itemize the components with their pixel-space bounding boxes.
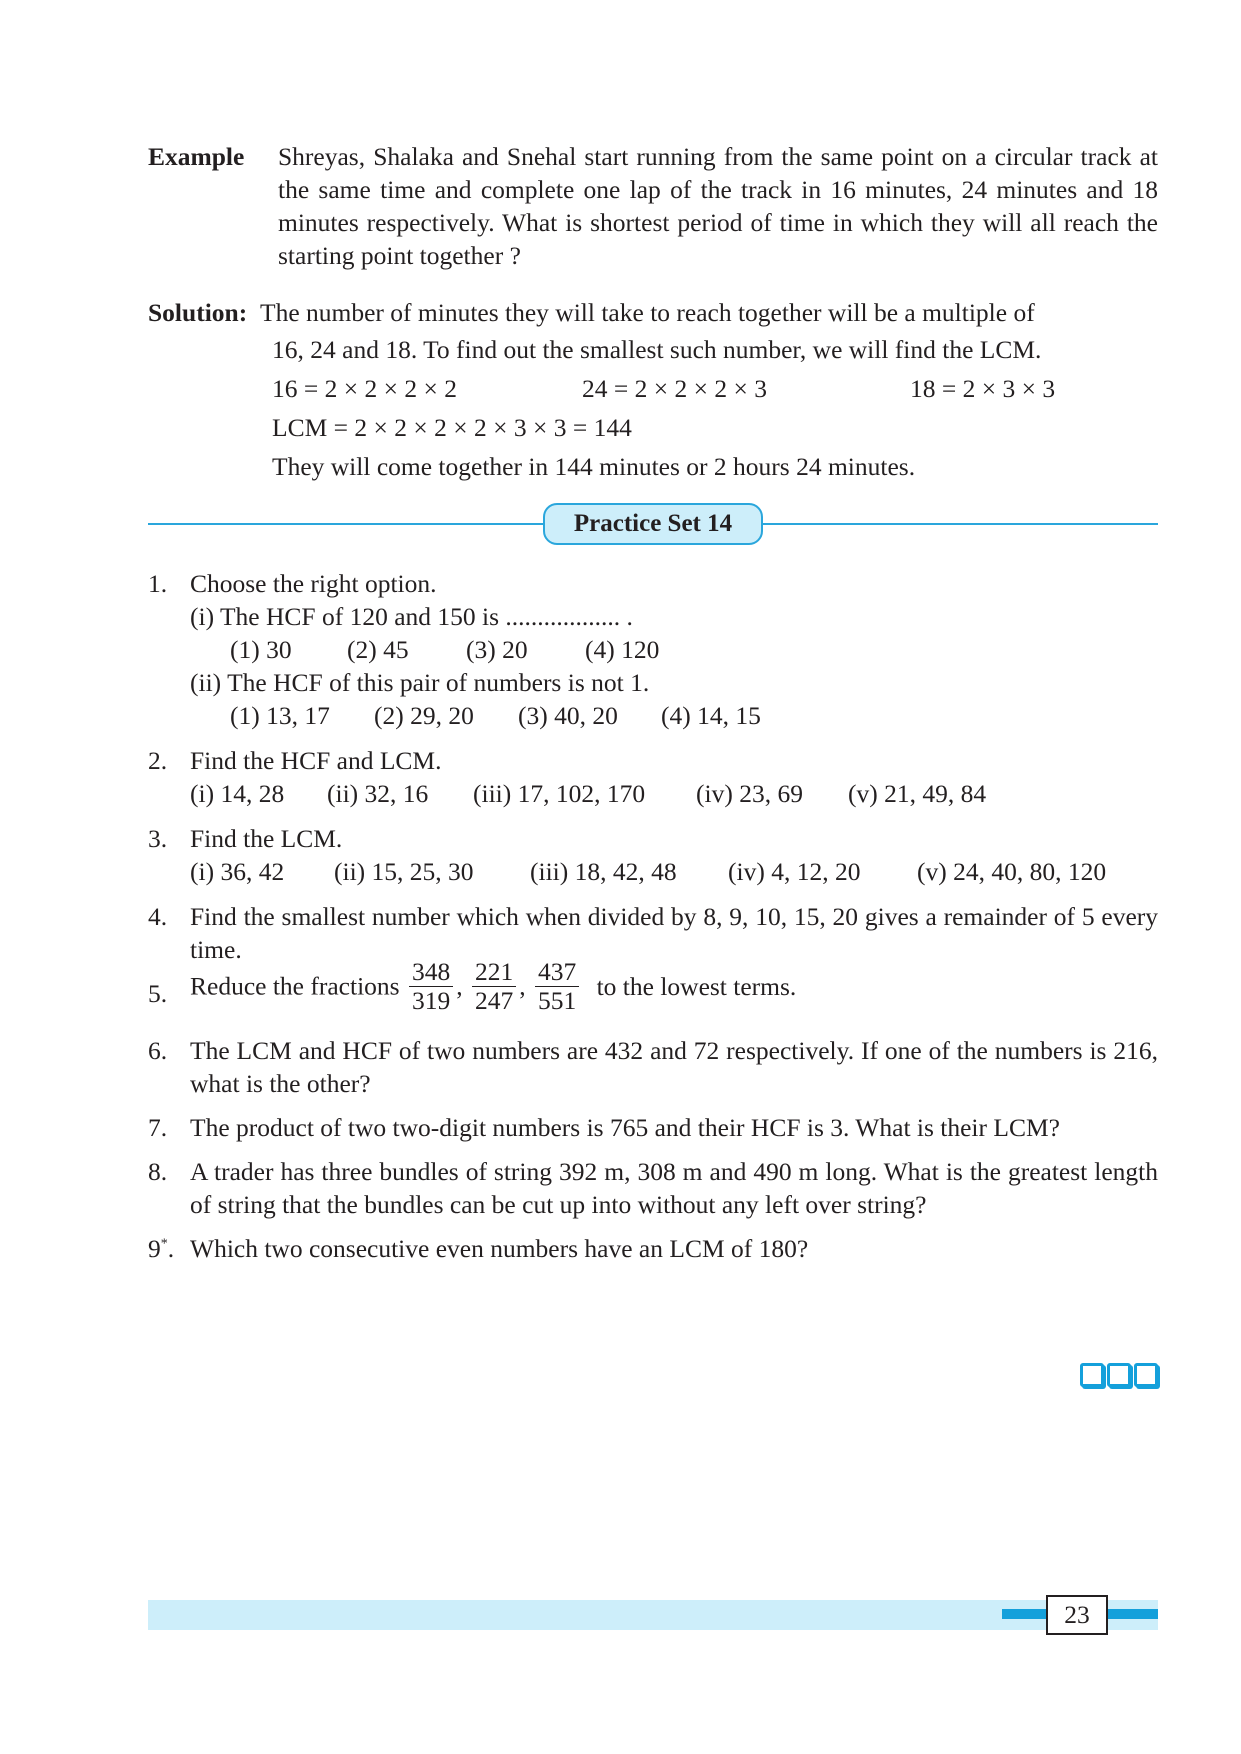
fraction-1-numerator: 348 [409, 958, 453, 987]
lcm-line: LCM = 2 × 2 × 2 × 2 × 3 × 3 = 144 [272, 413, 632, 442]
option: (1) 30 [230, 635, 292, 664]
question-1-text: Choose the right option. [190, 569, 437, 598]
option: (2) 29, 20 [374, 701, 474, 730]
item: (iii) 18, 42, 48 [530, 857, 677, 886]
option: (3) 20 [466, 635, 528, 664]
solution-label-text: Solution [148, 298, 239, 327]
item: (i) 14, 28 [190, 779, 285, 808]
question-1-number: 1. [148, 569, 168, 598]
item: (i) 36, 42 [190, 857, 285, 886]
item: (ii) 32, 16 [327, 779, 429, 808]
fraction-2-numerator: 221 [472, 958, 516, 987]
question-9-text: Which two consecutive even numbers have an LCM of 180? [190, 1234, 809, 1263]
example-label: Example [148, 142, 245, 171]
factorization-16: 16 = 2 × 2 × 2 × 2 [272, 374, 458, 403]
item: (iv) 4, 12, 20 [728, 857, 861, 886]
question-3-text: Find the LCM. [190, 824, 343, 853]
practice-set-title: Practice Set 14 [543, 503, 763, 545]
question-5-lead: Reduce the fractions [190, 971, 400, 1001]
fraction-1-denominator: 319 [411, 986, 451, 1015]
question-5-tail: to the lowest terms. [596, 971, 797, 1001]
item: (v) 21, 49, 84 [848, 779, 987, 808]
fraction-2-denominator: 247 [474, 986, 514, 1015]
question-4-number: 4. [148, 902, 168, 931]
factorization-18: 18 = 2 × 3 × 3 [910, 374, 1056, 403]
option: (4) 120 [585, 635, 660, 664]
question-9-num: 9 [148, 1234, 161, 1263]
square-icon [1080, 1363, 1104, 1387]
square-icon [1134, 1363, 1158, 1387]
question-1-part-ii: (ii) The HCF of this pair of numbers is not 1. [190, 668, 650, 697]
solution-line-1 [148, 296, 1158, 329]
question-8-text: A trader has three bundles of string 392 m, 308 m and 490 m long. What is the greatest length of string that the bundles can be cut up into without any left over string? [190, 1157, 1158, 1219]
question-9-number [148, 1232, 174, 1265]
fraction-separator: , [519, 971, 526, 1001]
fraction-2 [472, 958, 516, 1015]
question-9-dot: . [167, 1234, 175, 1263]
option: (3) 40, 20 [518, 701, 618, 730]
question-2-number: 2. [148, 746, 168, 775]
example-text: Shreyas, Shalaka and Snehal start running from the same point on a circular track at the same time and complete one lap of the track in 16 minutes, 24 minutes and 18 minutes respectively. What is shortest period of time in which they will all reach the starting point together ? [278, 142, 1158, 270]
question-9-star: * [160, 1236, 168, 1252]
footer-accent-right [1108, 1609, 1158, 1619]
footer-accent-left [1002, 1609, 1046, 1619]
question-7-number: 7. [148, 1113, 168, 1142]
page-number: 23 [1046, 1595, 1108, 1635]
question-8-number: 8. [148, 1157, 168, 1186]
fraction-separator: , [456, 971, 463, 1001]
question-7-text: The product of two two-digit numbers is 765 and their HCF is 3. What is their LCM? [190, 1113, 1060, 1142]
question-2-text: Find the HCF and LCM. [190, 746, 442, 775]
fraction-1 [409, 958, 453, 1015]
question-3-items [190, 855, 1106, 888]
option: (1) 13, 17 [230, 701, 330, 730]
option: (2) 45 [347, 635, 409, 664]
fraction-3-denominator: 551 [537, 986, 577, 1015]
item: (ii) 15, 25, 30 [334, 857, 474, 886]
question-4-text: Find the smallest number which when divided by 8, 9, 10, 15, 20 gives a remainder of 5 every time. [190, 902, 1158, 964]
solution-line-2: 16, 24 and 18. To find out the smallest such number, we will find the LCM. [272, 335, 1042, 364]
fraction-3 [535, 958, 579, 1015]
item: (v) 24, 40, 80, 120 [917, 857, 1107, 886]
factorization-24: 24 = 2 × 2 × 2 × 3 [582, 374, 768, 403]
question-3-number: 3. [148, 824, 168, 853]
fraction-3-numerator: 437 [535, 958, 579, 987]
question-2-items [190, 777, 986, 810]
solution-colon: : [238, 298, 248, 327]
question-1-part-i-options [230, 633, 659, 666]
three-squares-icon [1080, 1362, 1161, 1395]
solution-line-1-text: The number of minutes they will take to reach together will be a multiple of [260, 298, 1035, 327]
square-icon [1107, 1363, 1131, 1387]
question-6-number: 6. [148, 1036, 168, 1065]
question-6-text: The LCM and HCF of two numbers are 432 and 72 respectively. If one of the numbers is 216, what is the other? [190, 1036, 1158, 1098]
question-5-number: 5. [148, 979, 168, 1008]
item: (iv) 23, 69 [696, 779, 803, 808]
option: (4) 14, 15 [661, 701, 761, 730]
item: (iii) 17, 102, 170 [473, 779, 646, 808]
question-1-part-i: (i) The HCF of 120 and 150 is .................. . [190, 602, 633, 631]
question-1-part-ii-options [230, 699, 761, 732]
question-5-text [190, 958, 796, 1015]
solution-conclusion: They will come together in 144 minutes or 2 hours 24 minutes. [272, 452, 916, 481]
